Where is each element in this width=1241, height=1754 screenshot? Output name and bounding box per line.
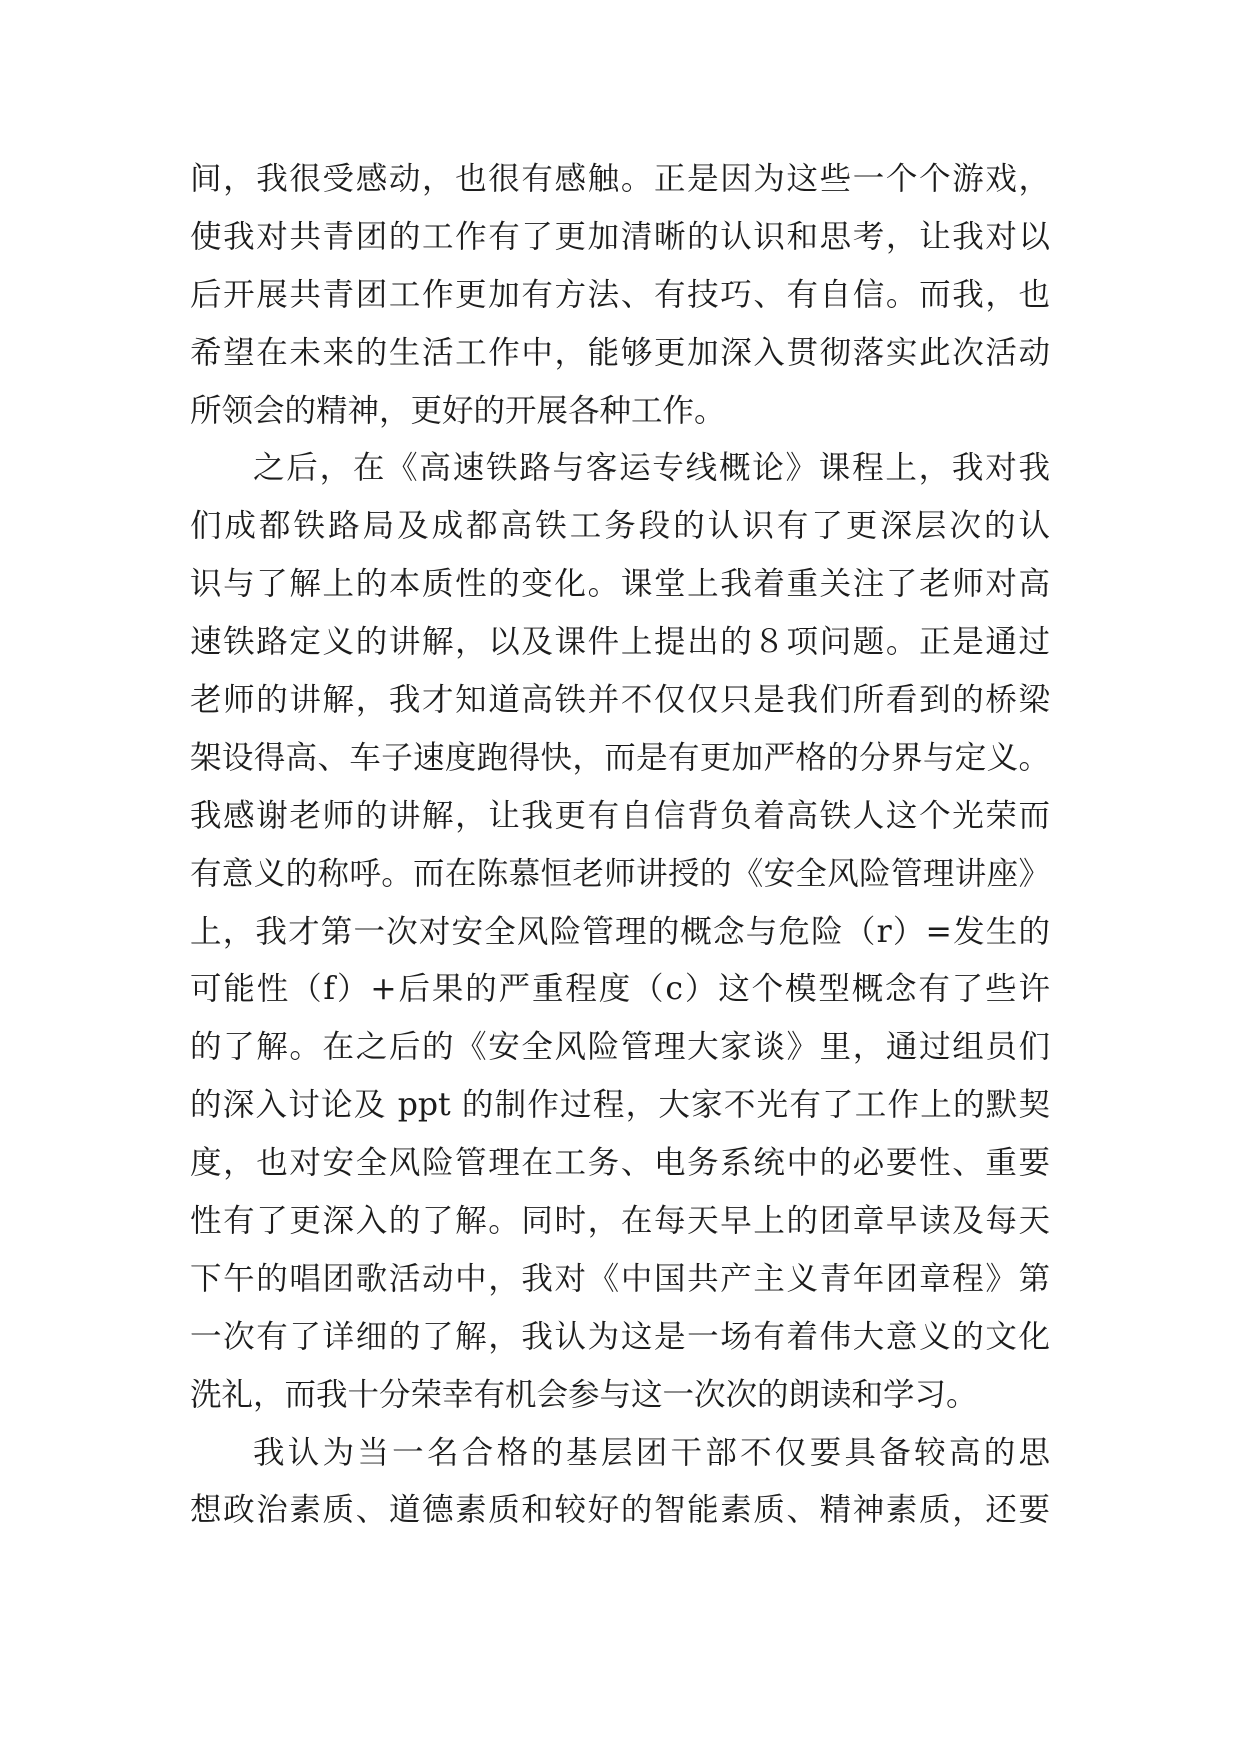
text-line: 有意义的称呼。而在陈慕恒老师讲授的《安全风险管理讲座》 bbox=[190, 855, 1050, 892]
text-line: 想政治素质、道德素质和较好的智能素质、精神素质，还要 bbox=[190, 1492, 1050, 1529]
text-line: 下午的唱团歌活动中，我对《中国共产主义青年团章程》第 bbox=[190, 1260, 1050, 1297]
text-line: 可能性（f）+后果的严重程度（c）这个模型概念有了些许 bbox=[190, 971, 1050, 1008]
text-line: 希望在未来的生活工作中，能够更加深入贯彻落实此次活动 bbox=[190, 334, 1050, 371]
text-line: 性有了更深入的了解。同时，在每天早上的团章早读及每天 bbox=[190, 1203, 1050, 1240]
paragraph bbox=[190, 151, 1050, 440]
text-line: 后开展共青团工作更加有方法、有技巧、有自信。而我，也 bbox=[190, 276, 1050, 313]
text-line: 速铁路定义的讲解，以及课件上提出的８项问题。正是通过 bbox=[190, 624, 1050, 661]
text-line: 的了解。在之后的《安全风险管理大家谈》里，通过组员们 bbox=[190, 1029, 1050, 1066]
text-line: 所领会的精神，更好的开展各种工作。 bbox=[190, 392, 726, 429]
text-line: 洗礼，而我十分荣幸有机会参与这一次次的朗读和学习。 bbox=[190, 1376, 978, 1413]
text-line: 度，也对安全风险管理在工务、电务系统中的必要性、重要 bbox=[190, 1145, 1050, 1182]
paragraph bbox=[190, 1425, 1050, 1541]
text-line: 我认为当一名合格的基层团干部不仅要具备较高的思 bbox=[253, 1434, 1050, 1471]
text-line: 老师的讲解，我才知道高铁并不仅仅只是我们所看到的桥梁 bbox=[190, 682, 1050, 719]
text-line: 之后，在《高速铁路与客运专线概论》课程上，我对我 bbox=[253, 450, 1050, 487]
text-line: 间，我很受感动，也很有感触。正是因为这些一个个游戏， bbox=[190, 161, 1050, 197]
paragraph bbox=[190, 440, 1050, 1424]
text-line: 们成都铁路局及成都高铁工务段的认识有了更深层次的认 bbox=[190, 508, 1050, 545]
text-line: 一次有了详细的了解，我认为这是一场有着伟大意义的文化 bbox=[190, 1318, 1050, 1355]
text-line: 识与了解上的本质性的变化。课堂上我着重关注了老师对高 bbox=[190, 566, 1050, 603]
text-line: 使我对共青团的工作有了更加清晰的认识和思考，让我对以 bbox=[190, 218, 1050, 255]
text-line: 的深入讨论及 ppt 的制作过程，大家不光有了工作上的默契 bbox=[190, 1087, 1050, 1124]
text-line: 架设得高、车子速度跑得快，而是有更加严格的分界与定义。 bbox=[190, 739, 1050, 776]
text-line: 我感谢老师的讲解，让我更有自信背负着高铁人这个光荣而 bbox=[190, 797, 1050, 834]
text-line: 上，我才第一次对安全风险管理的概念与危险（r）=发生的 bbox=[190, 913, 1050, 950]
body-text bbox=[190, 151, 1050, 1540]
